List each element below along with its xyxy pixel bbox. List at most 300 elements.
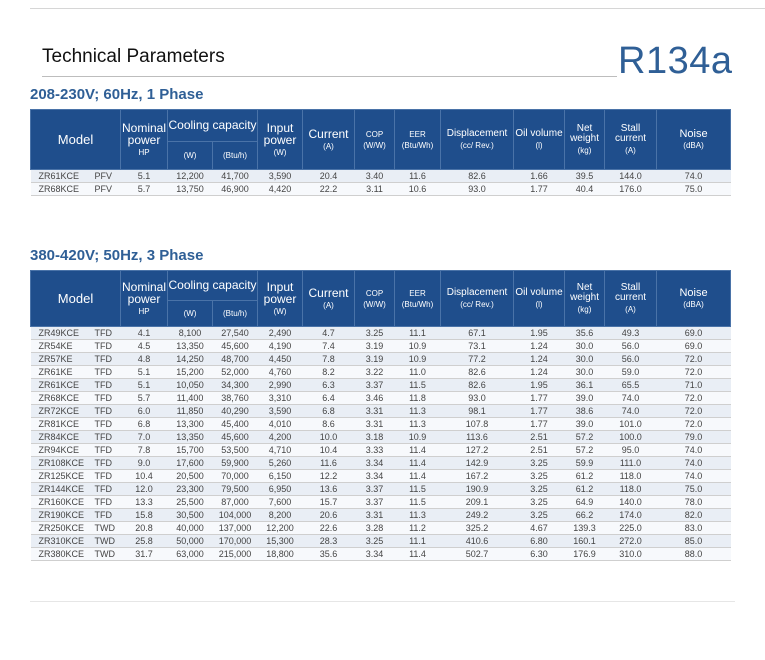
value-cell: 13,350: [168, 340, 213, 353]
model-cell: ZR125KCE: [31, 470, 91, 483]
value-cell: 20.4: [303, 170, 355, 183]
model-cell: ZR81KCE: [31, 418, 91, 431]
value-cell: 25.8: [121, 535, 168, 548]
value-cell: 11.4: [395, 444, 441, 457]
value-cell: 4.5: [121, 340, 168, 353]
footer-divider: [30, 601, 735, 602]
value-cell: 3.11: [355, 183, 395, 196]
page-title: Technical Parameters: [42, 46, 225, 67]
value-cell: 63,000: [168, 548, 213, 561]
variant-cell: TFD: [91, 418, 121, 431]
value-cell: 139.3: [565, 522, 605, 535]
value-cell: 3.37: [355, 483, 395, 496]
col-header-model: Model: [31, 110, 121, 170]
value-cell: 72.0: [657, 366, 731, 379]
value-cell: 87,000: [213, 496, 258, 509]
table-row: [31, 457, 731, 470]
value-cell: 17,600: [168, 457, 213, 470]
value-cell: 101.0: [605, 418, 657, 431]
model-cell: ZR68KCE: [31, 392, 91, 405]
value-cell: 82.6: [441, 170, 514, 183]
model-cell: ZR61KCE: [31, 379, 91, 392]
col-header-input-power: Input power (W): [258, 110, 303, 170]
value-cell: 3.25: [514, 457, 565, 470]
value-cell: 69.0: [657, 327, 731, 340]
model-cell: ZR94KCE: [31, 444, 91, 457]
value-cell: 88.0: [657, 548, 731, 561]
value-cell: 11.3: [395, 418, 441, 431]
value-cell: 3.40: [355, 170, 395, 183]
variant-cell: TFD: [91, 327, 121, 340]
value-cell: 4,200: [258, 431, 303, 444]
value-cell: 28.3: [303, 535, 355, 548]
model-cell: ZR144KCE: [31, 483, 91, 496]
value-cell: 1.77: [514, 418, 565, 431]
value-cell: 3.34: [355, 457, 395, 470]
value-cell: 3.19: [355, 340, 395, 353]
value-cell: 3,310: [258, 392, 303, 405]
col-header-cooling-w: (W): [168, 142, 213, 170]
value-cell: 13.3: [121, 496, 168, 509]
value-cell: 74.0: [657, 457, 731, 470]
col-header-net-weight: Net weight (kg): [565, 110, 605, 170]
table-row: [31, 444, 731, 457]
model-cell: ZR380KCE: [31, 548, 91, 561]
value-cell: 8.2: [303, 366, 355, 379]
value-cell: 61.2: [565, 470, 605, 483]
table-row: [31, 366, 731, 379]
table-row: [31, 405, 731, 418]
value-cell: 209.1: [441, 496, 514, 509]
value-cell: 1.77: [514, 405, 565, 418]
value-cell: 1.24: [514, 366, 565, 379]
variant-cell: TFD: [91, 405, 121, 418]
value-cell: 40,000: [168, 522, 213, 535]
value-cell: 4.1: [121, 327, 168, 340]
table-row: [31, 509, 731, 522]
value-cell: 310.0: [605, 548, 657, 561]
value-cell: 11.6: [303, 457, 355, 470]
value-cell: 3.31: [355, 405, 395, 418]
value-cell: 15.8: [121, 509, 168, 522]
col-header-eer: EER (Btu/Wh): [395, 271, 441, 327]
value-cell: 34,300: [213, 379, 258, 392]
value-cell: 170,000: [213, 535, 258, 548]
col-header-cooling-capacity: Cooling capacity: [168, 110, 258, 142]
value-cell: 53,500: [213, 444, 258, 457]
variant-cell: TFD: [91, 483, 121, 496]
col-header-nominal-power: Nominal power HP: [121, 110, 168, 170]
value-cell: 82.6: [441, 366, 514, 379]
value-cell: 25,500: [168, 496, 213, 509]
value-cell: 1.95: [514, 379, 565, 392]
col-header-eer: EER (Btu/Wh): [395, 110, 441, 170]
value-cell: 45,400: [213, 418, 258, 431]
value-cell: 10.6: [395, 183, 441, 196]
value-cell: 3.46: [355, 392, 395, 405]
variant-cell: TFD: [91, 470, 121, 483]
value-cell: 69.0: [657, 340, 731, 353]
value-cell: 8,200: [258, 509, 303, 522]
value-cell: 10,050: [168, 379, 213, 392]
value-cell: 57.2: [565, 431, 605, 444]
value-cell: 11.5: [395, 379, 441, 392]
value-cell: 6.80: [514, 535, 565, 548]
table-row: [31, 353, 731, 366]
value-cell: 10.4: [121, 470, 168, 483]
spec-table-1-phase: [30, 109, 731, 196]
value-cell: 11.4: [395, 457, 441, 470]
value-cell: 71.0: [657, 379, 731, 392]
value-cell: 27,540: [213, 327, 258, 340]
table-row: [31, 483, 731, 496]
value-cell: 3.22: [355, 366, 395, 379]
value-cell: 6.8: [303, 405, 355, 418]
table-row: [31, 548, 731, 561]
value-cell: 39.0: [565, 392, 605, 405]
col-header-cooling-btu: (Btu/h): [213, 142, 258, 170]
model-cell: ZR108KCE: [31, 457, 91, 470]
value-cell: 4.8: [121, 353, 168, 366]
value-cell: 20.8: [121, 522, 168, 535]
value-cell: 45,600: [213, 431, 258, 444]
value-cell: 10.4: [303, 444, 355, 457]
value-cell: 325.2: [441, 522, 514, 535]
value-cell: 72.0: [657, 418, 731, 431]
col-header-displacement: Displacement (cc/ Rev.): [441, 110, 514, 170]
model-cell: ZR160KCE: [31, 496, 91, 509]
col-header-cooling-w: (W): [168, 301, 213, 327]
value-cell: 3.18: [355, 431, 395, 444]
col-header-model: Model: [31, 271, 121, 327]
section-title-1-phase: 208-230V; 60Hz, 1 Phase: [30, 86, 204, 103]
value-cell: 4,010: [258, 418, 303, 431]
value-cell: 11.5: [395, 483, 441, 496]
model-cell: ZR72KCE: [31, 405, 91, 418]
value-cell: 2,990: [258, 379, 303, 392]
table-row: [31, 522, 731, 535]
value-cell: 35.6: [303, 548, 355, 561]
value-cell: 502.7: [441, 548, 514, 561]
value-cell: 31.7: [121, 548, 168, 561]
value-cell: 72.0: [657, 353, 731, 366]
value-cell: 10.9: [395, 353, 441, 366]
value-cell: 225.0: [605, 522, 657, 535]
value-cell: 78.0: [657, 496, 731, 509]
variant-cell: TFD: [91, 392, 121, 405]
value-cell: 7.4: [303, 340, 355, 353]
value-cell: 67.1: [441, 327, 514, 340]
value-cell: 6.0: [121, 405, 168, 418]
value-cell: 20,500: [168, 470, 213, 483]
value-cell: 10.9: [395, 340, 441, 353]
model-cell: ZR49KCE: [31, 327, 91, 340]
value-cell: 15,200: [168, 366, 213, 379]
value-cell: 35.6: [565, 327, 605, 340]
value-cell: 142.9: [441, 457, 514, 470]
value-cell: 3,590: [258, 170, 303, 183]
model-cell: ZR61KE: [31, 366, 91, 379]
value-cell: 144.0: [605, 170, 657, 183]
col-header-stall-current: Stall current (A): [605, 110, 657, 170]
value-cell: 30.0: [565, 353, 605, 366]
value-cell: 3.25: [355, 327, 395, 340]
variant-cell: TFD: [91, 457, 121, 470]
value-cell: 127.2: [441, 444, 514, 457]
col-header-oil-volume: Oil volume (l): [514, 110, 565, 170]
value-cell: 23,300: [168, 483, 213, 496]
value-cell: 10.9: [395, 431, 441, 444]
value-cell: 11.6: [395, 170, 441, 183]
value-cell: 38.6: [565, 405, 605, 418]
col-header-noise: Noise (dBA): [657, 271, 731, 327]
table-row: [31, 327, 731, 340]
value-cell: 1.77: [514, 183, 565, 196]
value-cell: 75.0: [657, 483, 731, 496]
col-header-nominal-power: Nominal power HP: [121, 271, 168, 327]
value-cell: 3.25: [514, 509, 565, 522]
value-cell: 59.9: [565, 457, 605, 470]
value-cell: 5.1: [121, 379, 168, 392]
title-underline: [42, 76, 617, 77]
value-cell: 36.1: [565, 379, 605, 392]
value-cell: 12,200: [258, 522, 303, 535]
value-cell: 72.0: [657, 405, 731, 418]
value-cell: 52,000: [213, 366, 258, 379]
value-cell: 1.66: [514, 170, 565, 183]
value-cell: 30.0: [565, 340, 605, 353]
value-cell: 174.0: [605, 509, 657, 522]
value-cell: 18,800: [258, 548, 303, 561]
value-cell: 4.67: [514, 522, 565, 535]
col-header-cop: COP (W/W): [355, 110, 395, 170]
value-cell: 11.1: [395, 327, 441, 340]
value-cell: 6,950: [258, 483, 303, 496]
variant-cell: TFD: [91, 496, 121, 509]
value-cell: 30,500: [168, 509, 213, 522]
value-cell: 4,420: [258, 183, 303, 196]
variant-cell: TWD: [91, 535, 121, 548]
value-cell: 1.77: [514, 392, 565, 405]
value-cell: 7.8: [303, 353, 355, 366]
variant-cell: TFD: [91, 379, 121, 392]
value-cell: 4,450: [258, 353, 303, 366]
variant-cell: TFD: [91, 366, 121, 379]
value-cell: 113.6: [441, 431, 514, 444]
value-cell: 272.0: [605, 535, 657, 548]
value-cell: 56.0: [605, 353, 657, 366]
variant-cell: TWD: [91, 522, 121, 535]
value-cell: 39.5: [565, 170, 605, 183]
value-cell: 82.6: [441, 379, 514, 392]
value-cell: 93.0: [441, 183, 514, 196]
variant-cell: TWD: [91, 548, 121, 561]
value-cell: 82.0: [657, 509, 731, 522]
value-cell: 56.0: [605, 340, 657, 353]
col-header-cooling-capacity: Cooling capacity: [168, 271, 258, 301]
value-cell: 74.0: [605, 392, 657, 405]
value-cell: 83.0: [657, 522, 731, 535]
value-cell: 11,400: [168, 392, 213, 405]
value-cell: 3.25: [514, 483, 565, 496]
value-cell: 13,750: [168, 183, 213, 196]
model-cell: ZR61KCE: [31, 170, 91, 183]
col-header-current: Current (A): [303, 110, 355, 170]
value-cell: 49.3: [605, 327, 657, 340]
model-cell: ZR84KCE: [31, 431, 91, 444]
value-cell: 2,490: [258, 327, 303, 340]
value-cell: 3.31: [355, 418, 395, 431]
table-row: [31, 392, 731, 405]
value-cell: 11.4: [395, 470, 441, 483]
variant-cell: PFV: [91, 170, 121, 183]
value-cell: 190.9: [441, 483, 514, 496]
value-cell: 2.51: [514, 444, 565, 457]
value-cell: 45,600: [213, 340, 258, 353]
value-cell: 5.1: [121, 170, 168, 183]
value-cell: 9.0: [121, 457, 168, 470]
value-cell: 38,760: [213, 392, 258, 405]
value-cell: 410.6: [441, 535, 514, 548]
value-cell: 7,600: [258, 496, 303, 509]
value-cell: 73.1: [441, 340, 514, 353]
variant-cell: TFD: [91, 444, 121, 457]
variant-cell: TFD: [91, 340, 121, 353]
table-row: [31, 379, 731, 392]
value-cell: 46,900: [213, 183, 258, 196]
value-cell: 5.1: [121, 366, 168, 379]
variant-cell: TFD: [91, 353, 121, 366]
table-row: [31, 470, 731, 483]
value-cell: 6.3: [303, 379, 355, 392]
variant-cell: TFD: [91, 431, 121, 444]
value-cell: 41,700: [213, 170, 258, 183]
value-cell: 3.37: [355, 379, 395, 392]
value-cell: 40.4: [565, 183, 605, 196]
value-cell: 5,260: [258, 457, 303, 470]
value-cell: 15.7: [303, 496, 355, 509]
value-cell: 5.7: [121, 183, 168, 196]
value-cell: 74.0: [605, 405, 657, 418]
value-cell: 2.51: [514, 431, 565, 444]
value-cell: 176.0: [605, 183, 657, 196]
value-cell: 1.24: [514, 353, 565, 366]
value-cell: 3.37: [355, 496, 395, 509]
value-cell: 59.0: [605, 366, 657, 379]
value-cell: 8.6: [303, 418, 355, 431]
value-cell: 74.0: [657, 470, 731, 483]
value-cell: 72.0: [657, 392, 731, 405]
value-cell: 30.0: [565, 366, 605, 379]
value-cell: 85.0: [657, 535, 731, 548]
value-cell: 11.8: [395, 392, 441, 405]
model-cell: ZR57KE: [31, 353, 91, 366]
value-cell: 3.31: [355, 509, 395, 522]
top-divider: [30, 8, 765, 9]
value-cell: 11,850: [168, 405, 213, 418]
table-row: [31, 183, 731, 196]
value-cell: 95.0: [605, 444, 657, 457]
table-row: [31, 496, 731, 509]
value-cell: 22.6: [303, 522, 355, 535]
model-cell: ZR190KCE: [31, 509, 91, 522]
value-cell: 6.4: [303, 392, 355, 405]
value-cell: 3,590: [258, 405, 303, 418]
col-header-current: Current (A): [303, 271, 355, 327]
value-cell: 13,350: [168, 431, 213, 444]
value-cell: 5.7: [121, 392, 168, 405]
value-cell: 11.4: [395, 548, 441, 561]
col-header-noise: Noise (dBA): [657, 110, 731, 170]
table-row: [31, 535, 731, 548]
value-cell: 66.2: [565, 509, 605, 522]
table-row: [31, 170, 731, 183]
col-header-oil-volume: Oil volume (l): [514, 271, 565, 327]
value-cell: 8,100: [168, 327, 213, 340]
value-cell: 176.9: [565, 548, 605, 561]
variant-cell: TFD: [91, 509, 121, 522]
value-cell: 12,200: [168, 170, 213, 183]
value-cell: 137,000: [213, 522, 258, 535]
value-cell: 57.2: [565, 444, 605, 457]
col-header-stall-current: Stall current (A): [605, 271, 657, 327]
value-cell: 7.8: [121, 444, 168, 457]
table-row: [31, 431, 731, 444]
value-cell: 160.1: [565, 535, 605, 548]
value-cell: 4,760: [258, 366, 303, 379]
value-cell: 6.8: [121, 418, 168, 431]
value-cell: 3.28: [355, 522, 395, 535]
value-cell: 79.0: [657, 431, 731, 444]
value-cell: 61.2: [565, 483, 605, 496]
value-cell: 39.0: [565, 418, 605, 431]
value-cell: 93.0: [441, 392, 514, 405]
value-cell: 70,000: [213, 470, 258, 483]
value-cell: 12.0: [121, 483, 168, 496]
value-cell: 15,300: [258, 535, 303, 548]
value-cell: 4,190: [258, 340, 303, 353]
value-cell: 3.25: [514, 496, 565, 509]
model-cell: ZR68KCE: [31, 183, 91, 196]
value-cell: 111.0: [605, 457, 657, 470]
value-cell: 118.0: [605, 470, 657, 483]
value-cell: 13,300: [168, 418, 213, 431]
value-cell: 4,710: [258, 444, 303, 457]
value-cell: 15,700: [168, 444, 213, 457]
value-cell: 3.25: [514, 470, 565, 483]
model-cell: ZR310KCE: [31, 535, 91, 548]
value-cell: 40,290: [213, 405, 258, 418]
value-cell: 11.0: [395, 366, 441, 379]
col-header-cooling-btu: (Btu/h): [213, 301, 258, 327]
variant-cell: PFV: [91, 183, 121, 196]
value-cell: 12.2: [303, 470, 355, 483]
table-row: [31, 340, 731, 353]
col-header-cop: COP (W/W): [355, 271, 395, 327]
value-cell: 14,250: [168, 353, 213, 366]
value-cell: 167.2: [441, 470, 514, 483]
value-cell: 4.7: [303, 327, 355, 340]
col-header-input-power: Input power (W): [258, 271, 303, 327]
value-cell: 107.8: [441, 418, 514, 431]
table-row: [31, 418, 731, 431]
value-cell: 77.2: [441, 353, 514, 366]
value-cell: 3.34: [355, 470, 395, 483]
value-cell: 3.33: [355, 444, 395, 457]
model-cell: ZR54KE: [31, 340, 91, 353]
value-cell: 3.19: [355, 353, 395, 366]
value-cell: 3.34: [355, 548, 395, 561]
